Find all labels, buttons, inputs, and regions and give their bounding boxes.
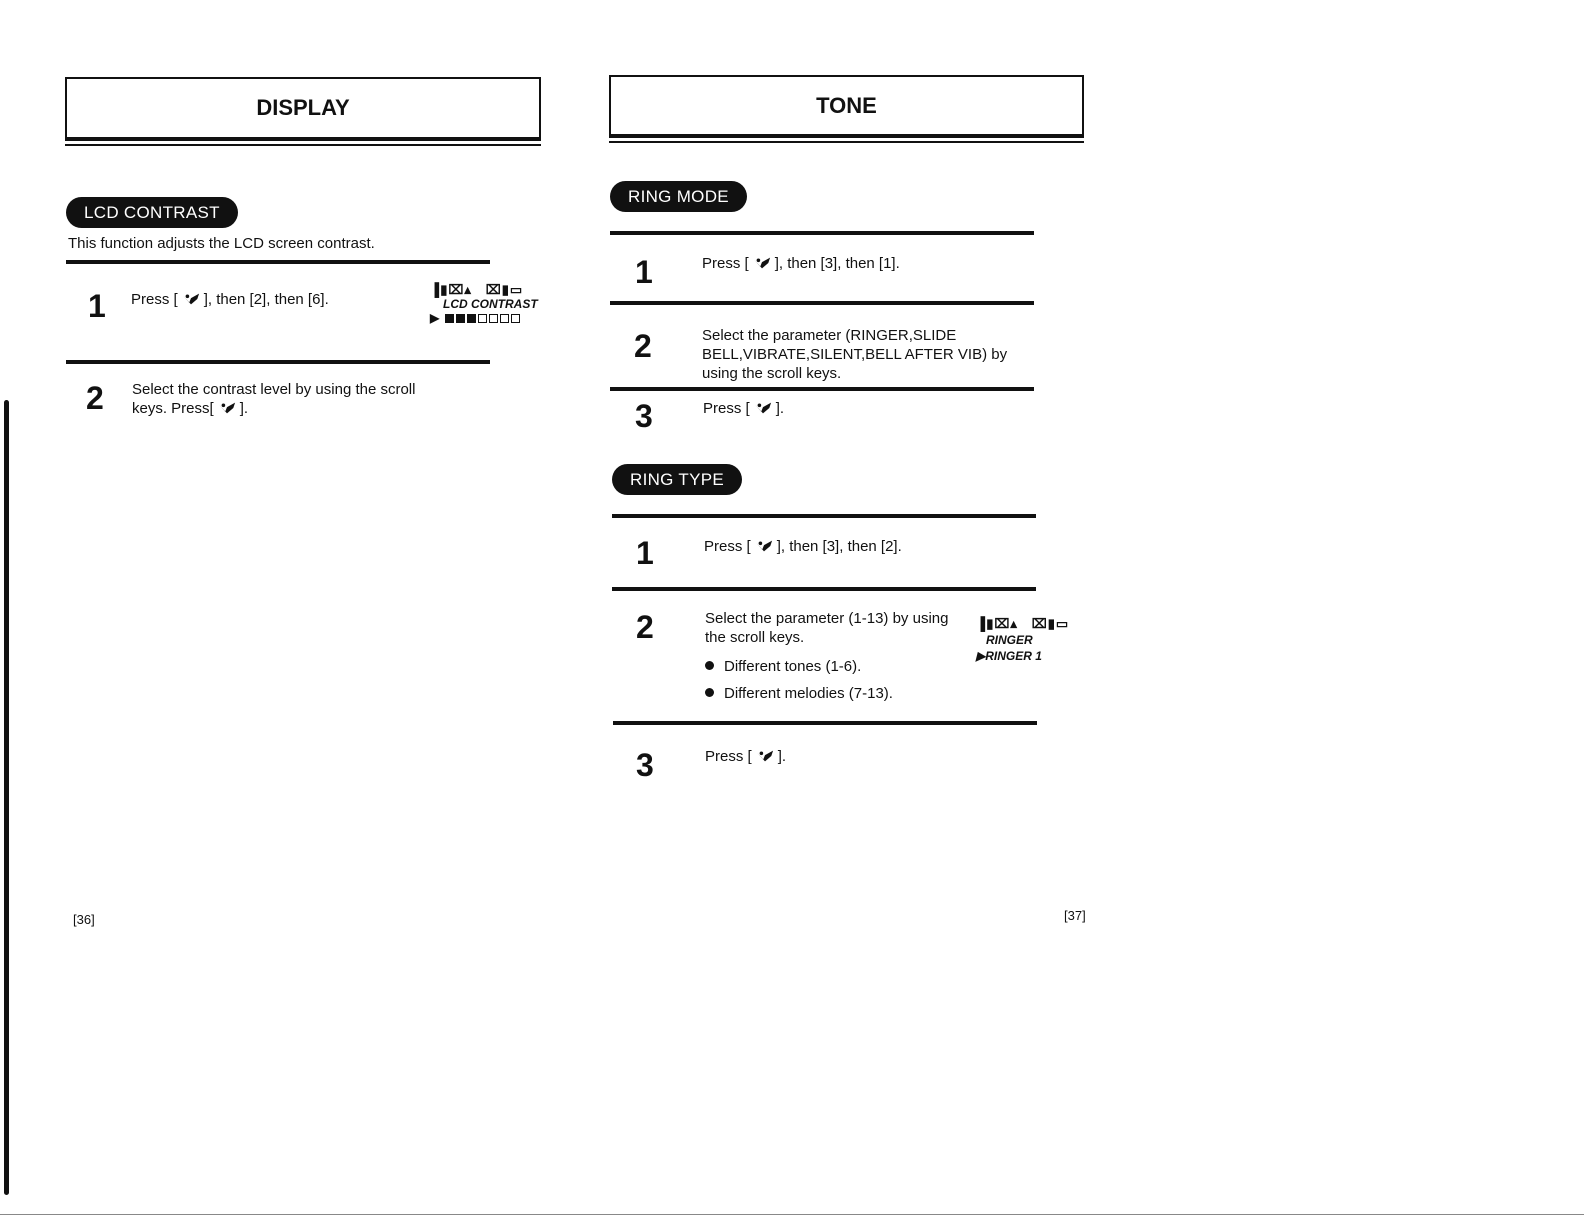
ring-type-step-1-text: Press [ ], then [3], then [2]. [704, 538, 902, 555]
menu-key-icon [182, 292, 200, 306]
bullet-item: Different tones (1-6). [705, 657, 948, 676]
menu-key-icon [218, 401, 236, 415]
lcd-title: LCD CONTRAST [443, 297, 538, 311]
step-number: 2 [634, 328, 652, 364]
divider [610, 301, 1034, 305]
step-number: 1 [635, 254, 653, 290]
level-box-empty [478, 314, 487, 323]
ring-mode-section-title: RING MODE [610, 181, 747, 212]
step-number: 2 [636, 609, 654, 645]
ring-mode-step-3-text: Press [ ]. [703, 400, 785, 417]
level-box-empty [511, 314, 520, 323]
level-box-filled [456, 314, 465, 323]
contrast-level-indicator [445, 314, 520, 323]
menu-key-icon [754, 401, 772, 415]
page-number-right: [37] [1064, 908, 1086, 923]
ring-mode-step-2-text: Select the parameter (RINGER,SLIDE BELL,VIBRATE,SILENT,BELL AFTER VIB) by using the scroll keys. [702, 327, 1008, 382]
ring-type-step-3-text: Press [ ]. [705, 748, 787, 765]
divider [66, 260, 490, 264]
page-bottom-edge [0, 1214, 1584, 1215]
divider [610, 231, 1034, 235]
display-header: DISPLAY [65, 77, 541, 141]
menu-key-icon [753, 256, 771, 270]
lcd-step-1-text: Press [ ], then [2], then [6]. [131, 291, 329, 308]
status-icons: ▐▮⌧▴ ⌧▮▭ [430, 282, 524, 297]
ring-mode-step-1-text: Press [ ], then [3], then [1]. [702, 255, 900, 272]
lcd-contrast-intro: This function adjusts the LCD screen contrast. [68, 235, 375, 252]
lcd-contrast-screen [430, 283, 542, 325]
step-number: 3 [636, 747, 654, 783]
status-icons: ▐▮⌧▴ ⌧▮▭ [976, 616, 1070, 631]
divider [612, 514, 1036, 518]
lcd-value: ▶RINGER 1 [976, 649, 1042, 663]
menu-key-icon [756, 749, 774, 763]
lcd-level-row: ▶ [430, 311, 542, 325]
ring-type-step-2-text: Select the parameter (1-13) by using the scroll keys. Different tones (1-6). Different melodies (7-13). [705, 610, 949, 702]
binding-edge [4, 400, 9, 1195]
step-number: 2 [86, 380, 104, 416]
bullet-item: Different melodies (7-13). [705, 684, 948, 703]
level-box-filled [445, 314, 454, 323]
lcd-title: RINGER [986, 633, 1033, 647]
level-box-filled [467, 314, 476, 323]
page-number-left: [36] [73, 912, 95, 927]
level-box-empty [489, 314, 498, 323]
step-number: 1 [88, 288, 106, 324]
tone-header: TONE [609, 75, 1084, 138]
ringer-screen [976, 617, 1084, 663]
step-number: 1 [636, 535, 654, 571]
lcd-contrast-section-title: LCD CONTRAST [66, 197, 238, 228]
divider [613, 721, 1037, 725]
lcd-step-2-text: Select the contrast level by using the scroll keys. Press[ ]. [132, 381, 416, 417]
menu-key-icon [755, 539, 773, 553]
divider [612, 587, 1036, 591]
level-box-empty [500, 314, 509, 323]
step-number: 3 [635, 398, 653, 434]
divider [66, 360, 490, 364]
divider [610, 387, 1034, 391]
ring-type-section-title: RING TYPE [612, 464, 742, 495]
